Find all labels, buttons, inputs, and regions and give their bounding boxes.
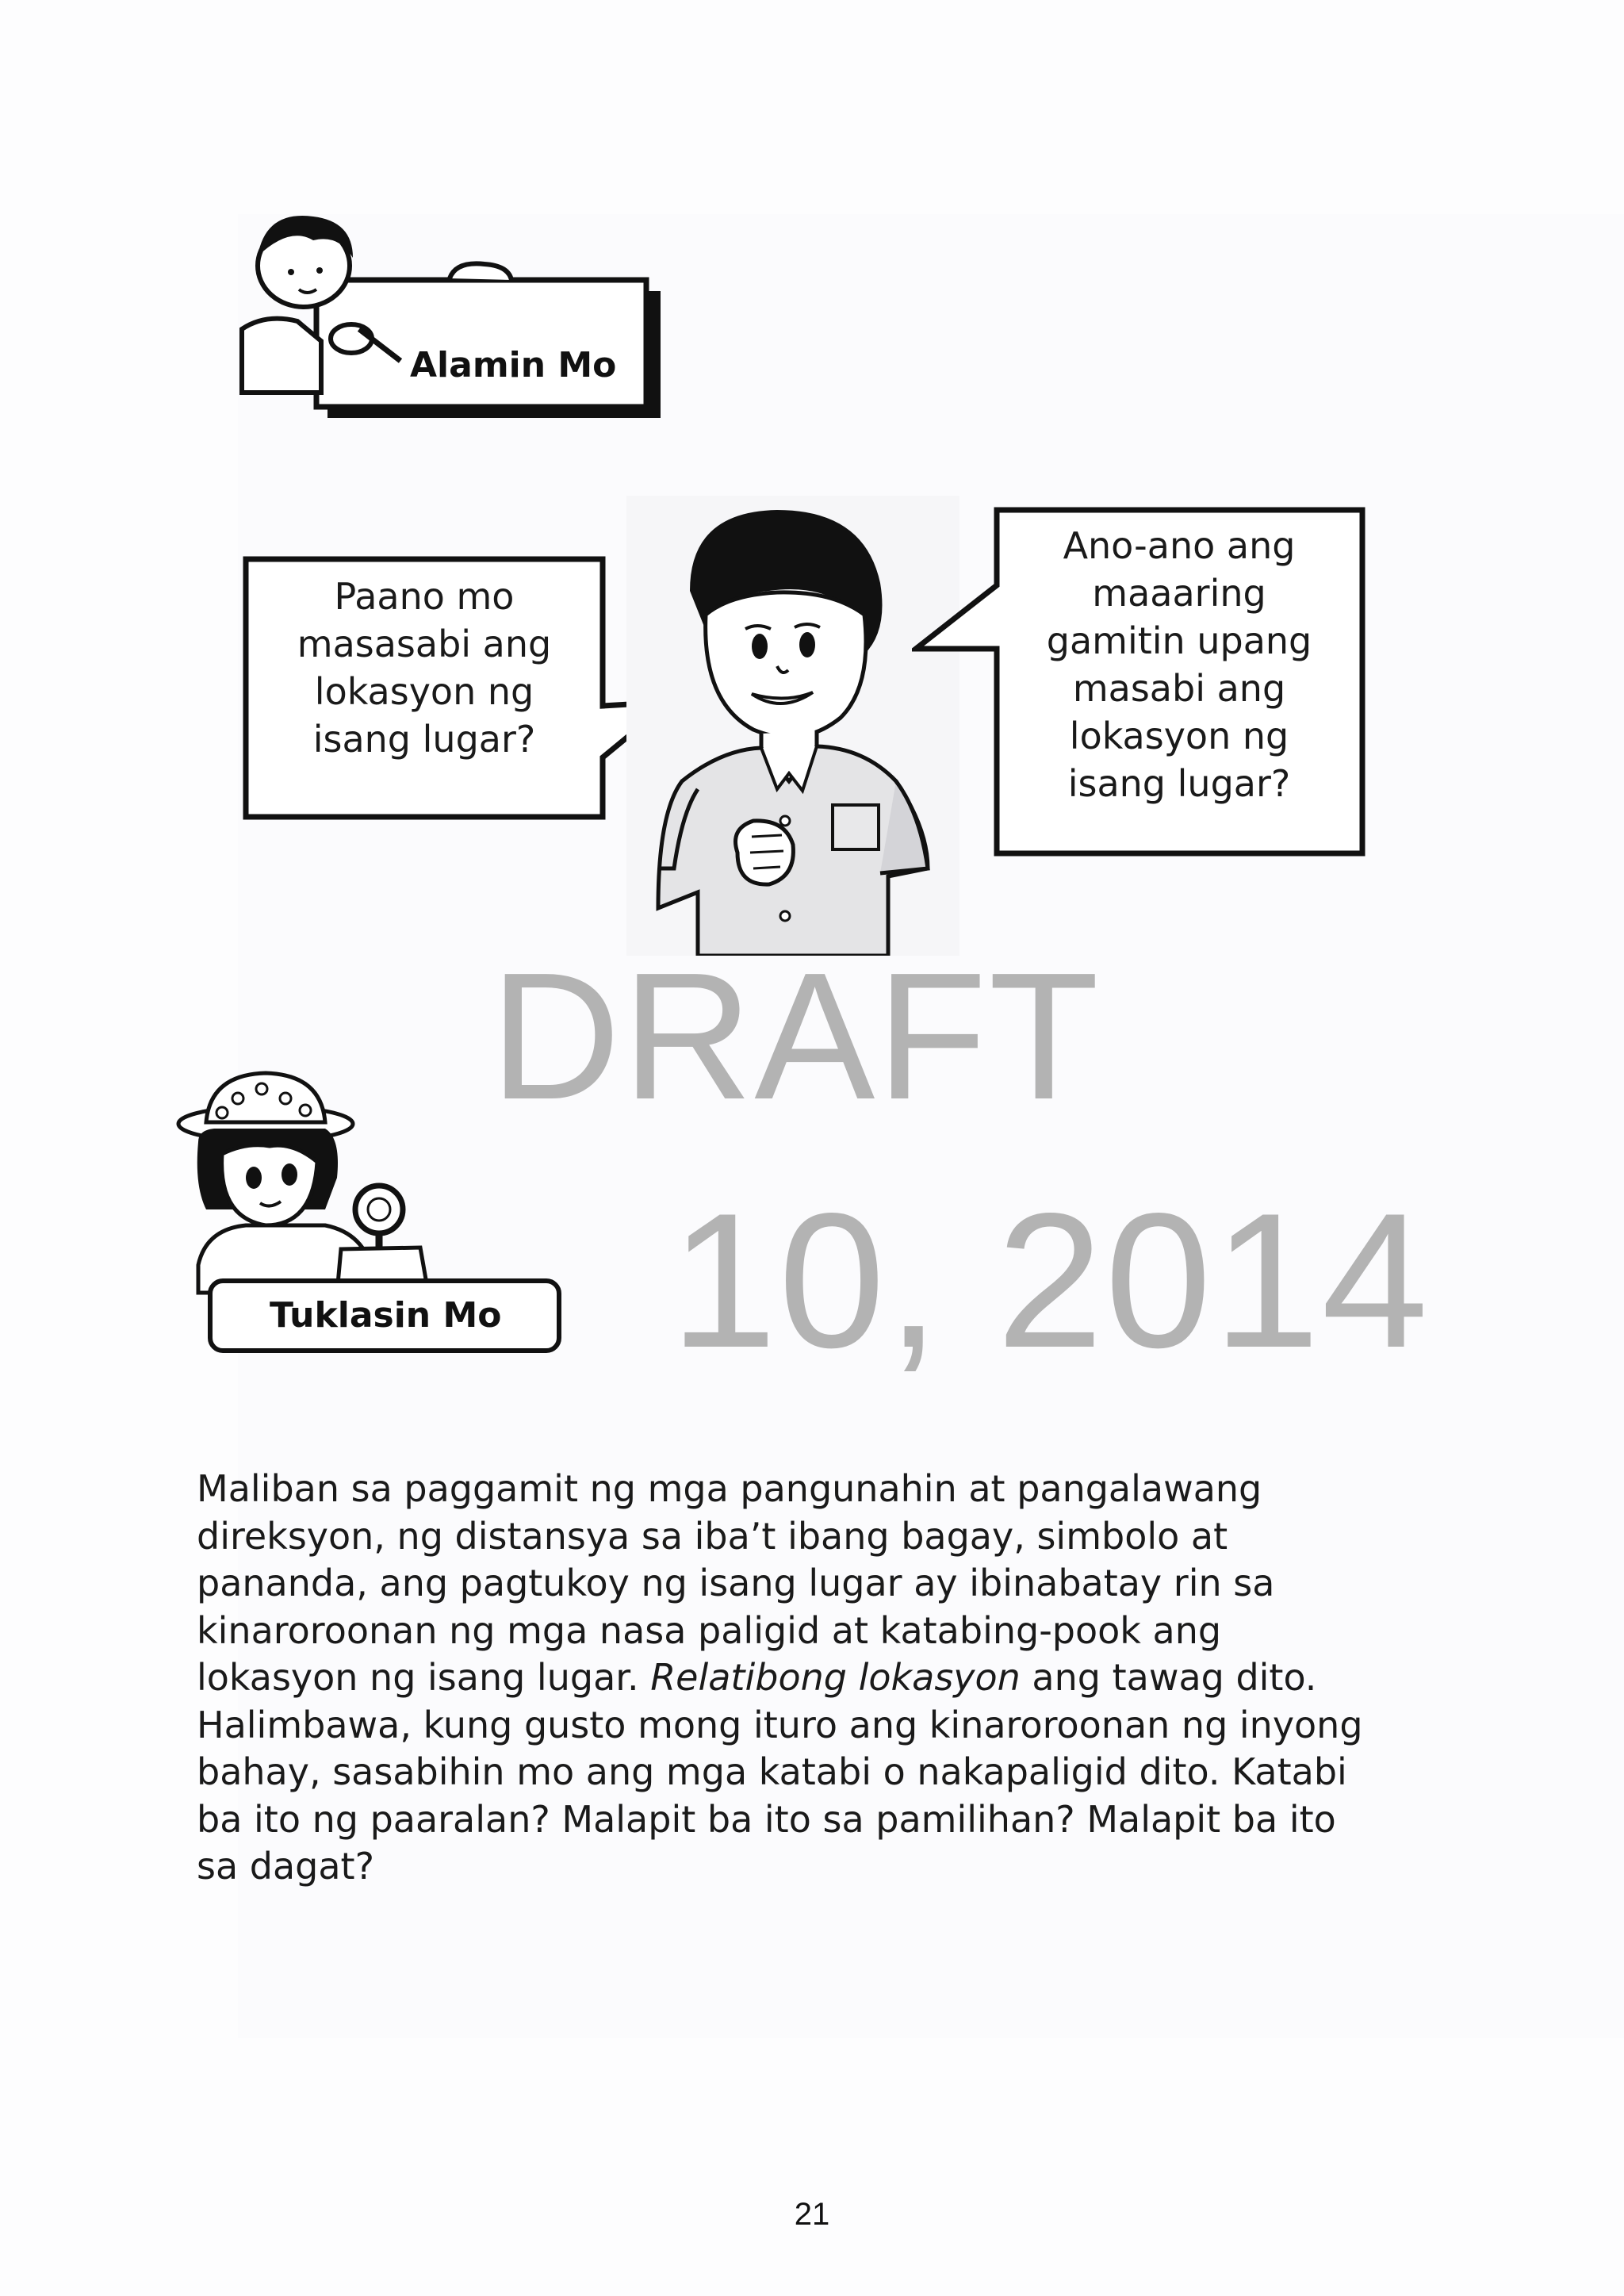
body-line: sa dagat?	[197, 1845, 375, 1888]
body-line	[197, 1654, 1434, 1702]
body-line: bahay, sasabihin mo ang mga katabi o nakapaligid dito. Katabi	[197, 1750, 1347, 1793]
speech-bubble-right-text	[1001, 522, 1358, 807]
body-line: kinaroroonan ng mga nasa paligid at katabing-pook ang	[197, 1608, 1222, 1652]
body-line-part: lokasyon ng isang lugar.	[197, 1656, 651, 1699]
bubble-right-line: Ano-ano ang	[1063, 524, 1296, 567]
tuklasin-mo-label: Tuklasin Mo	[270, 1295, 502, 1336]
speech-bubble-left-text	[250, 573, 599, 763]
alamin-mo-label: Alamin Mo	[410, 345, 617, 385]
body-line: direksyon, ng distansya sa iba’t ibang bagay, simbolo at	[197, 1514, 1228, 1558]
date-watermark: 10, 2014	[670, 1174, 1431, 1388]
bubble-left-line: masasabi ang	[297, 623, 552, 665]
boy-thinking-illustration	[626, 496, 959, 956]
speech-bubble-right	[912, 506, 1368, 859]
body-line-part: ang tawag dito.	[1020, 1656, 1317, 1699]
body-paragraph	[197, 1466, 1434, 1891]
bubble-right-line: lokasyon ng	[1069, 715, 1289, 757]
body-line: Halimbawa, kung gusto mong ituro ang kinaroroonan ng inyong	[197, 1703, 1363, 1746]
bubble-left-line: lokasyon ng	[314, 670, 534, 713]
bubble-right-line: masabi ang	[1072, 667, 1286, 710]
page-number: 21	[794, 2197, 830, 2232]
relatibong-lokasyon-term: Relatibong lokasyon	[650, 1656, 1021, 1699]
body-line: pananda, ang pagtukoy ng isang lugar ay ibinabatay rin sa	[197, 1562, 1275, 1604]
alamin-mo-header	[234, 202, 666, 424]
body-line: ba ito ng paaralan? Malapit ba ito sa pamilihan? Malapit ba ito	[197, 1797, 1336, 1841]
boy-holding-sign-icon	[234, 202, 666, 424]
boy-thinking-icon	[626, 496, 959, 956]
tuklasin-mo-header	[174, 1067, 571, 1360]
bubble-right-line: isang lugar?	[1067, 762, 1291, 805]
body-line: Maliban sa paggamit ng mga pangunahin at pangalawang	[197, 1467, 1262, 1510]
bubble-left-line: isang lugar?	[312, 718, 536, 761]
bubble-right-line: maaaring	[1092, 572, 1266, 615]
bubble-left-line: Paano mo	[334, 575, 515, 618]
speech-bubble-left	[242, 555, 678, 825]
draft-watermark: DRAFT	[490, 936, 1101, 1137]
bubble-right-line: gamitin upang	[1046, 619, 1312, 662]
